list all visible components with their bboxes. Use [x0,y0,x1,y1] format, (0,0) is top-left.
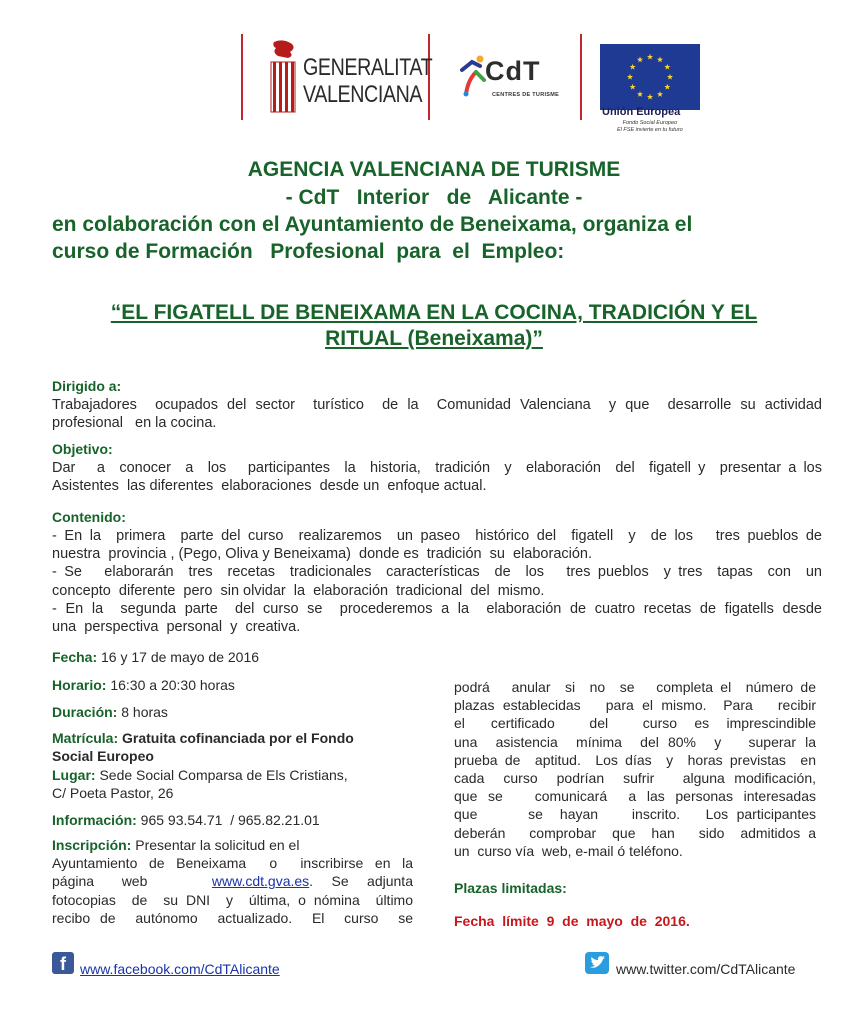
fecha-row [52,648,259,666]
informacion-row [52,811,320,829]
duracion-value: 8 horas [121,704,168,720]
lugar-row [52,766,348,784]
matricula-row [52,729,354,747]
course-title-line2: RITUAL (Beneixama)” [325,327,543,350]
center-heading: - CdT Interior de Alicante - [285,186,583,209]
divider-left [241,34,243,120]
twitter-icon[interactable] [585,952,609,974]
matricula-row-2 [52,747,154,765]
plazas-limitadas: Plazas limitadas: [454,880,567,896]
inscripcion-block: Inscripción: Presentar la solicitud en el Ayuntamiento de Beneixama o inscribirse en la página web www.cdt.gva.es. Se adjunta fotocopias de su DNI y última, o nómina último recibo de autónomo actualizado. El curso se [52,837,413,926]
generalitat-logo-text: GENERALITAT VALENCIANA [303,54,433,108]
dirigido-label: Dirigido a: [52,378,122,394]
duracion-label: Duración: [52,704,118,720]
matricula-value-line1: Gratuita cofinanciada por el Fondo [122,730,354,746]
matricula-label: Matrícula: [52,730,119,746]
horario-label: Horario: [52,677,107,693]
cdt-logo-text: CdT [485,56,541,86]
informacion-label: Información: [52,812,137,828]
conditions-text: podrá anular si no se completa el número de plazas establecidas para el mismo. Para recibir el certificado del curso es imprescindible una asistencia mínima del 80% y superar la prueba de aptitud. Los días y horas previstas en cada curso podrían sufrir alguna modificación, que se comunicará a las personas interesadas que se hayan inscrito. Los participantes deberán comprobar que han sido admitidos a un curso vía web, e-mail ó teléfono. [454,679,816,859]
inscripcion-label: Inscripción: [52,837,132,853]
generalitat-emblem-icon [268,40,298,116]
cdt-logo-subtitle: CENTRES DE TURISME [492,92,560,98]
facebook-link[interactable]: www.facebook.com/CdTAlicante [80,961,280,977]
lugar-row-2 [52,784,173,802]
eu-flag-icon [600,44,700,110]
lugar-value-line1: Sede Social Comparsa de Els Cristians, [99,767,348,783]
lugar-label: Lugar: [52,767,96,783]
twitter-link[interactable]: www.twitter.com/CdTAlicante [616,961,796,977]
divider-right [580,34,582,120]
contenido-text: - En la primera parte del curso realizaremos un paseo histórico del figatell y de los tres pueblos de nuestra provincia , (Pego, Oliva y Beneixama) donde es tradición su elaboración. - Se elaborarán tres recetas tradicionales características de los tres pueblos y tres tapas con un concepto diferente pero sin olvidar la elaboración tradicional del mismo. - En la segunda parte del curso se procederemos a la elaboración de cuatro recetas de figatells desde una perspectiva personal y creativa. [52,528,822,636]
fecha-label: Fecha: [52,649,98,665]
horario-row [52,676,235,694]
collaboration-line: en colaboración con el Ayuntamiento de Beneixama, organiza el [52,213,693,236]
course-type-line: curso de Formación Profesional para el Empleo: [52,240,565,263]
facebook-icon[interactable]: f [52,952,74,974]
agency-heading: AGENCIA VALENCIANA DE TURISME [247,158,621,181]
matricula-value-line2: Social Europeo [52,748,154,764]
course-title-line1: “EL FIGATELL DE BENEIXAMA EN LA COCINA, TRADICIÓN Y EL [110,301,758,324]
objetivo-label: Objetivo: [52,441,113,457]
fecha-limite: Fecha límite 9 de mayo de 2016. [454,913,690,929]
horario-value: 16:30 a 20:30 horas [110,677,235,693]
cdt-website-link[interactable]: www.cdt.gva.es [211,873,310,890]
contenido-label: Contenido: [52,509,126,525]
dirigido-text: Trabajadores ocupados del sector turístico de la Comunidad Valenciana y que desarrolle su actividad profesional en la cocina. [52,397,822,432]
duracion-row [52,703,168,721]
eu-logo-title: Unión Europea [602,106,681,118]
fecha-value: 16 y 17 de mayo de 2016 [101,649,260,665]
lugar-value-line2: C/ Poeta Pastor, 26 [52,785,174,801]
objetivo-text: Dar a conocer a los participantes la historia, tradición y elaboración del figatell y presentar a los Asistentes las diferentes elaboraciones desde un enfoque actual. [52,460,822,495]
eu-logo-subtitle: Fondo Social Europeo El FSE invierte en tu futuro [617,120,683,133]
informacion-value: 965 93.54.71 / 965.82.21.01 [140,812,320,828]
